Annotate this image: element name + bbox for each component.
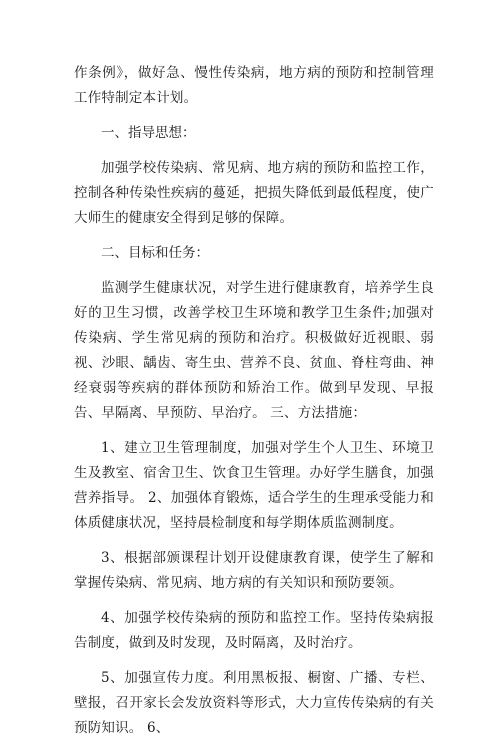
paragraph-guiding-ideology: 加强学校传染病、常见病、地方病的预防和监控工作，控制各种传染性疾病的蔓延，把损失降低到最低程度，使广大师生的健康安全得到足够的保障。 [74, 160, 434, 226]
paragraph-measure-4: 4、加强学校传染病的预防和监控工作。坚持传染病报告制度，做到及时发现，及时隔离，及时治疗。 [74, 610, 434, 651]
paragraph-goals-tasks: 监测学生健康状况，对学生进行健康教育，培养学生良好的卫生习惯，改善学校卫生环境和教学卫生条件;加强对传染病、学生常见病的预防和治疗。积极做好近视眼、弱视、沙眼、龋齿、寄生虫、营养不良、贫血、脊柱弯曲、神经衰弱等疾病的群体预防和矫治工作。做到早发现、早报告、早隔离、早预防、早治疗。 三、方法措施： [74, 280, 434, 421]
section-heading-guiding-ideology: 一、指导思想： [101, 125, 196, 141]
paragraph-measure-1-2: 1、建立卫生管理制度，加强对学生个人卫生、环境卫生及教室、宿舍卫生、饮食卫生管理。办好学生膳食，加强营养指导。 2、加强体育锻炼，适合学生的生理承受能力和体质健康状况，坚持晨检制度和每学期体质监测制度。 [74, 440, 434, 531]
section-heading-goals-tasks: 二、目标和任务： [101, 245, 209, 261]
document-body [74, 61, 434, 751]
paragraph-measure-5: 5、加强宣传力度。利用黑板报、橱窗、广播、专栏、壁报，召开家长会发放资料等形式，大力宣传传染病的有关预防知识。 6、 [74, 670, 434, 736]
paragraph-intro-continuation: 作条例》，做好急、慢性传染病，地方病的预防和控制管理工作特制定本计划。 [74, 65, 434, 106]
paragraph-measure-3: 3、根据部颁课程计划开设健康教育课，使学生了解和掌握传染病、常见病、地方病的有关知识和预防要领。 [74, 550, 434, 591]
